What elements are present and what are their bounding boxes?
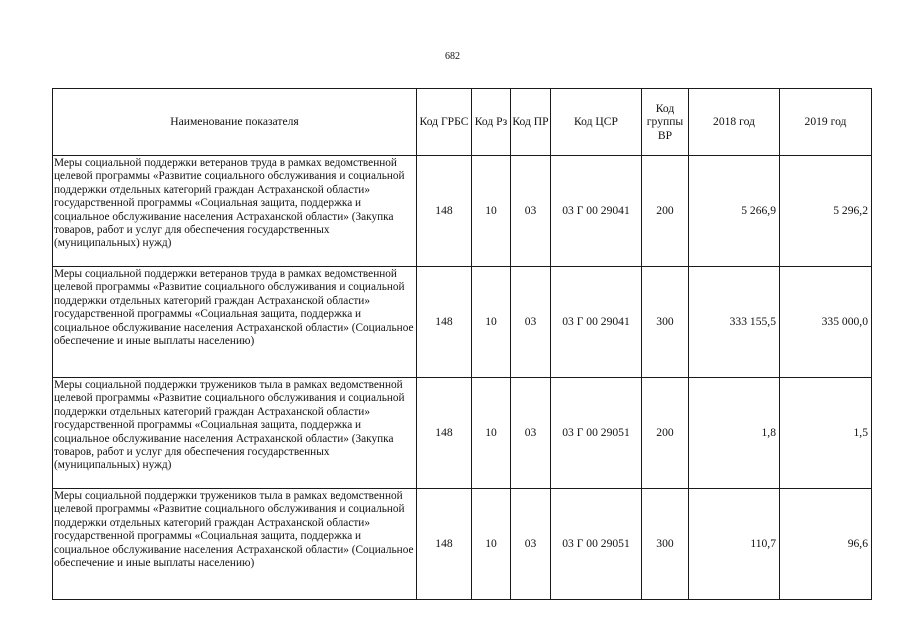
row-vr: 300 <box>642 267 689 378</box>
row-2019: 335 000,0 <box>780 267 872 378</box>
row-name: Меры социальной поддержки тружеников тыла в рамках ведомственной целевой программы «Развитие социального обслуживания и социальной поддержки отдельных категорий граждан Астраханской области» государственной программы «Социальная защита, поддержка и социальное обслуживание населения Астраханской области» (Закупка товаров, работ и услуг для обеспечения государственных (муниципальных) нужд) <box>53 378 417 489</box>
row-2019: 96,6 <box>780 489 872 600</box>
row-vr: 200 <box>642 378 689 489</box>
row-csr: 03 Г 00 29051 <box>551 489 642 600</box>
header-grbs: Код ГРБС <box>417 89 472 156</box>
row-pr: 03 <box>511 378 551 489</box>
row-csr: 03 Г 00 29051 <box>551 378 642 489</box>
row-vr: 200 <box>642 156 689 267</box>
table-row <box>53 378 872 489</box>
row-name: Меры социальной поддержки ветеранов труда в рамках ведомственной целевой программы «Развитие социального обслуживания и социальной поддержки отдельных категорий граждан Астраханской области» государственной программы «Социальная защита, поддержка и социальное обслуживание населения Астраханской области» (Социальное обеспечение и иные выплаты населению) <box>53 267 417 378</box>
row-2018: 110,7 <box>689 489 780 600</box>
row-pr: 03 <box>511 156 551 267</box>
table-row <box>53 267 872 378</box>
row-2018: 1,8 <box>689 378 780 489</box>
row-grbs: 148 <box>417 267 472 378</box>
row-rz: 10 <box>472 156 511 267</box>
row-2019: 1,5 <box>780 378 872 489</box>
row-pr: 03 <box>511 267 551 378</box>
header-2019: 2019 год <box>780 89 872 156</box>
row-name: Меры социальной поддержки тружеников тыла в рамках ведомственной целевой программы «Развитие социального обслуживания и социальной поддержки отдельных категорий граждан Астраханской области» государственной программы «Социальная защита, поддержка и социальное обслуживание населения Астраханской области» (Социальное обеспечение и иные выплаты населению) <box>53 489 417 600</box>
row-rz: 10 <box>472 489 511 600</box>
row-csr: 03 Г 00 29041 <box>551 156 642 267</box>
budget-table <box>52 88 872 600</box>
row-2018: 5 266,9 <box>689 156 780 267</box>
header-csr: Код ЦСР <box>551 89 642 156</box>
row-2019: 5 296,2 <box>780 156 872 267</box>
page-number: 682 <box>445 51 460 62</box>
row-grbs: 148 <box>417 378 472 489</box>
row-pr: 03 <box>511 489 551 600</box>
table-body <box>53 156 872 600</box>
header-name: Наименование показателя <box>53 89 417 156</box>
header-2018: 2018 год <box>689 89 780 156</box>
row-grbs: 148 <box>417 156 472 267</box>
header-row <box>53 89 872 156</box>
row-2018: 333 155,5 <box>689 267 780 378</box>
row-grbs: 148 <box>417 489 472 600</box>
table-header <box>53 89 872 156</box>
row-rz: 10 <box>472 378 511 489</box>
header-vr: Код группы ВР <box>642 89 689 156</box>
row-name: Меры социальной поддержки ветеранов труда в рамках ведомственной целевой программы «Развитие социального обслуживания и социальной поддержки отдельных категорий граждан Астраханской области» государственной программы «Социальная защита, поддержка и социальное обслуживание населения Астраханской области» (Закупка товаров, работ и услуг для обеспечения государственных (муниципальных) нужд) <box>53 156 417 267</box>
row-vr: 300 <box>642 489 689 600</box>
table-row <box>53 156 872 267</box>
row-rz: 10 <box>472 267 511 378</box>
row-csr: 03 Г 00 29041 <box>551 267 642 378</box>
header-rz: Код Рз <box>472 89 511 156</box>
header-pr: Код ПР <box>511 89 551 156</box>
table-row <box>53 489 872 600</box>
